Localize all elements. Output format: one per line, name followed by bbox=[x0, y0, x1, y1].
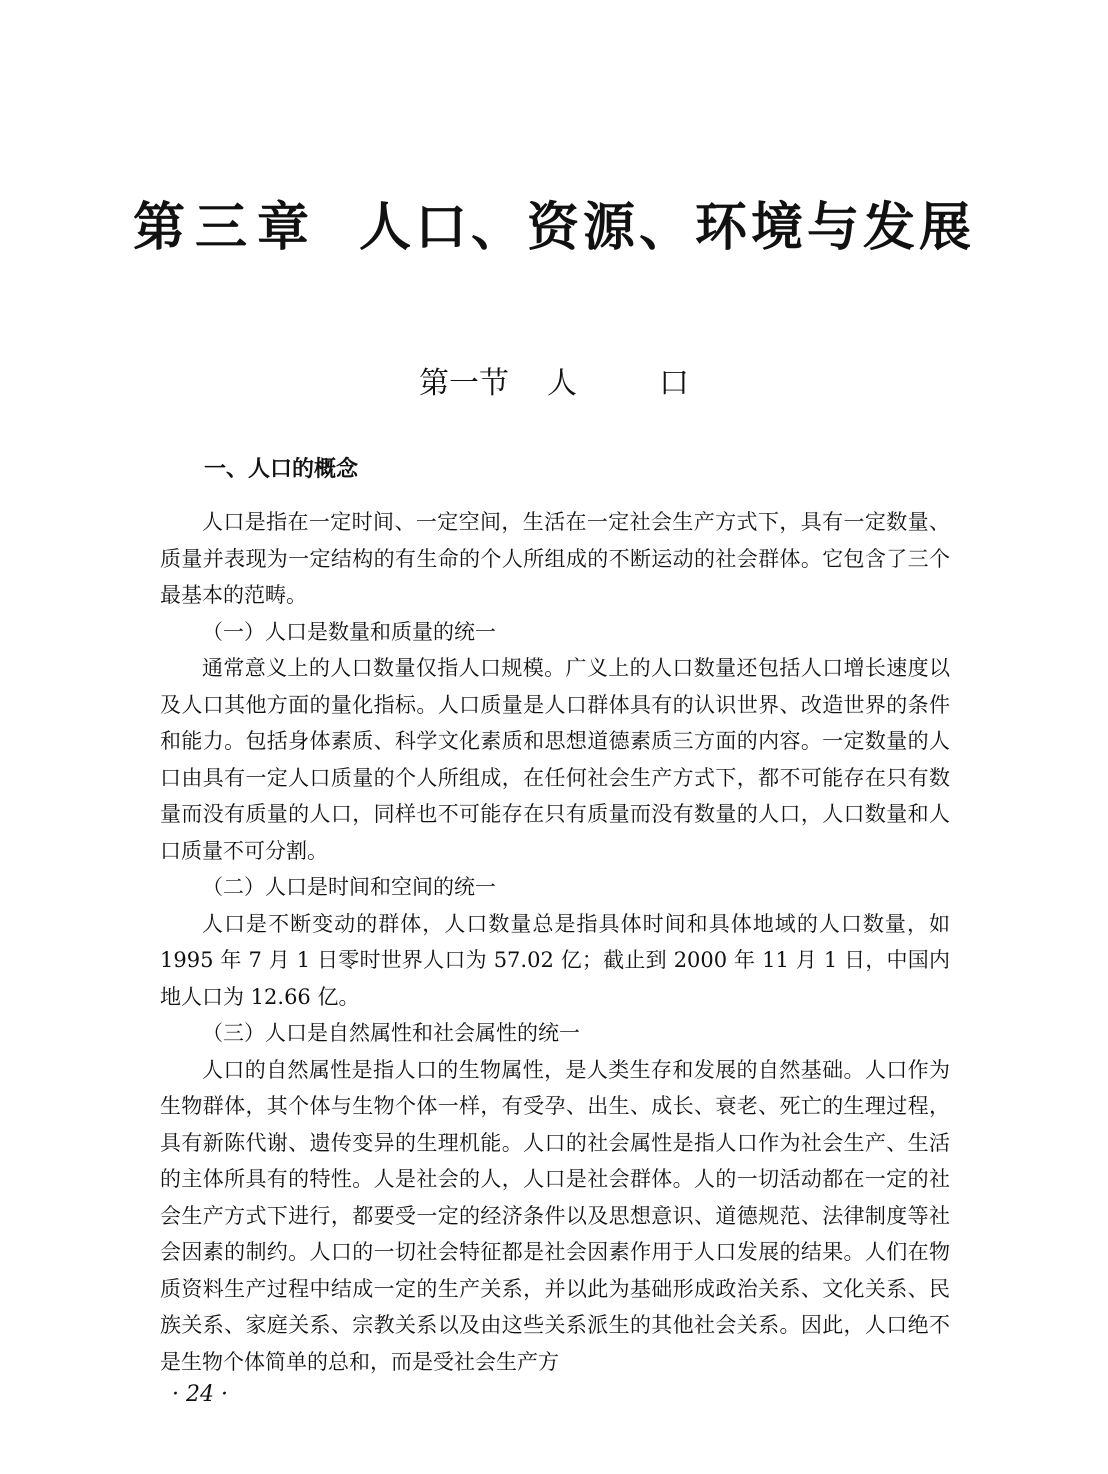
section-title-char-1: 人 bbox=[547, 366, 577, 401]
item-heading-2: （二）人口是时间和空间的统一 bbox=[202, 875, 496, 899]
paragraph-2: 人口是不断变动的群体，人口数量总是指具体时间和具体地域的人口数量，如 1995 年 7 月 1 日零时世界人口为 57.02 亿；截止到 2000 年 11 月 1 日，中国内地人口为 12.66 亿。 bbox=[160, 911, 950, 1009]
intro-paragraph: 人口是指在一定时间、一定空间，生活在一定社会生产方式下，具有一定数量、质量并表现为一定结构的有生命的个人所组成的不断运动的社会群体。它包含了三个最基本的范畴。 bbox=[160, 510, 950, 607]
section-title bbox=[0, 364, 1108, 404]
paragraph-1: 通常意义上的人口数量仅指人口规模。广义上的人口数量还包括人口增长速度以及人口其他方面的量化指标。人口质量是人口群体具有的认识世界、改造世界的条件和能力。包括身体素质、科学文化素质和思想道德素质三方面的内容。一定数量的人口由具有一定人口质量的个人所组成，在任何社会生产方式下，都不可能存在只有数量而没有质量的人口，同样也不可能存在只有质量而没有数量的人口，人口数量和人口质量不可分割。 bbox=[160, 656, 950, 863]
chapter-number: 第三章 bbox=[132, 198, 319, 258]
item-heading-1: （一）人口是数量和质量的统一 bbox=[202, 619, 496, 644]
section-number: 第一节 bbox=[419, 366, 509, 401]
subheading: 一、人口的概念 bbox=[204, 457, 359, 482]
chapter-title bbox=[0, 188, 1108, 268]
item-heading-3: （三）人口是自然属性和社会属性的统一 bbox=[202, 1021, 580, 1045]
body-text bbox=[160, 504, 950, 1380]
section-title-char-2: 口 bbox=[659, 366, 689, 401]
chapter-name: 人口、资源、环境与发展 bbox=[359, 198, 976, 258]
page-number: · 24 · bbox=[172, 1382, 228, 1407]
paragraph-3: 人口的自然属性是指人口的生物属性，是人类生存和发展的自然基础。人口作为生物群体，其个体与生物个体一样，有受孕、出生、成长、衰老、死亡的生理过程，具有新陈代谢、遗传变异的生理机能。人口的社会属性是指人口作为社会生产、生活的主体所具有的特性。人是社会的人，人口是社会群体。人的一切活动都在一定的社会生产方式下进行，都要受一定的经济条件以及思想意识、道德规范、法律制度等社会因素的制约。人口的一切社会特征都是社会因素作用于人口发展的结果。人们在物质资料生产过程中结成一定的生产关系，并以此为基础形成政治关系、文化关系、民族关系、家庭关系、宗教关系以及由这些关系派生的其他社会关系。因此，人口绝不是生物个体简单的总和，而是受社会生产方 bbox=[160, 1057, 950, 1374]
